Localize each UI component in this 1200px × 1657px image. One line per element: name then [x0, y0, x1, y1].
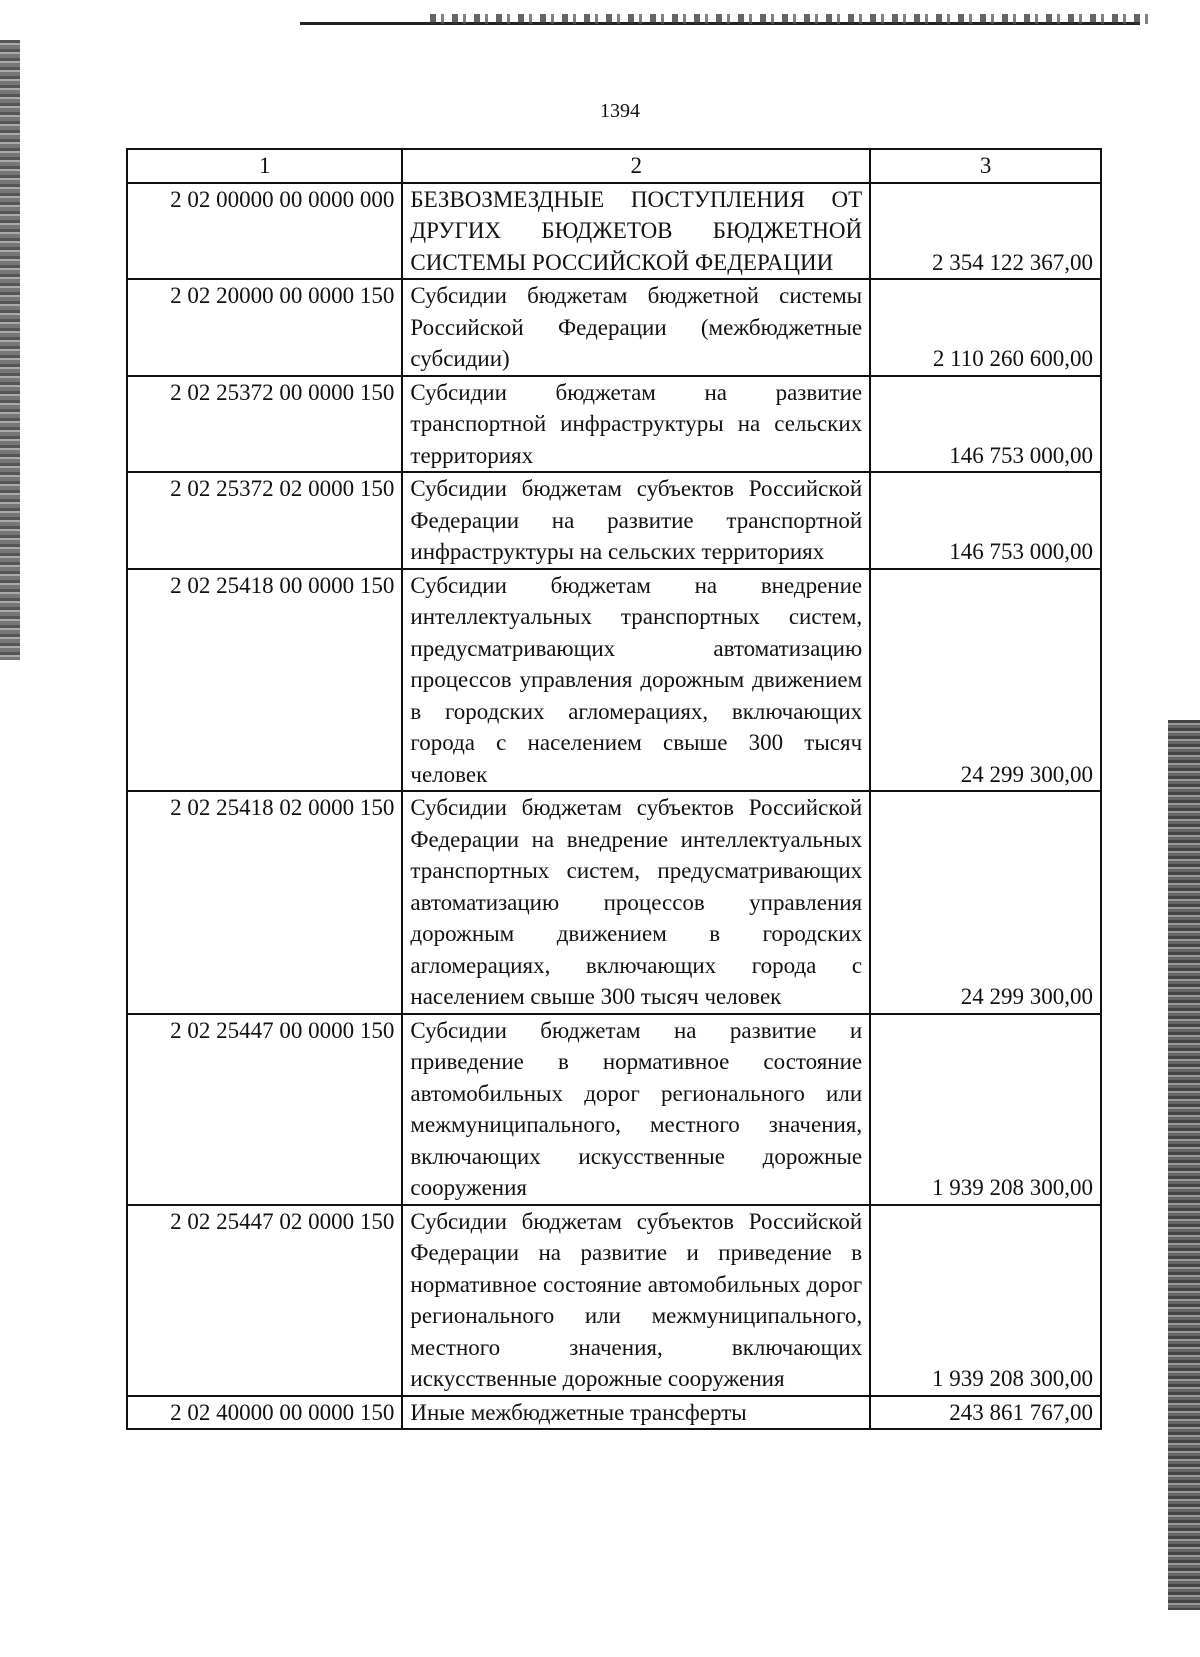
budget-code: 2 02 25447 00 0000 150 [127, 1014, 402, 1205]
budget-code: 2 02 25372 00 0000 150 [127, 376, 402, 473]
page-number: 1394 [600, 100, 640, 122]
budget-code: 2 02 20000 00 0000 150 [127, 279, 402, 376]
income-name: Субсидии бюджетам субъектов Российской Федерации на развитие и приведение в нормативное состояние автомобильных дорог регионального или межмуниципального, местного значения, включающих искусственные дорожные сооружения [402, 1205, 870, 1396]
amount: 2 110 260 600,00 [870, 279, 1101, 376]
income-name: Иные межбюджетные трансферты [402, 1396, 870, 1430]
table-row [127, 569, 1101, 792]
scan-artifact-left-edge [0, 40, 20, 660]
table-row [127, 472, 1101, 569]
amount: 1 939 208 300,00 [870, 1205, 1101, 1396]
income-name: Субсидии бюджетам на развитие транспортной инфраструктуры на сельских территориях [402, 376, 870, 473]
amount: 24 299 300,00 [870, 791, 1101, 1014]
budget-code: 2 02 00000 00 0000 000 [127, 183, 402, 280]
table-row [127, 279, 1101, 376]
budget-table [126, 148, 1102, 1430]
column-header-amount: 3 [870, 149, 1101, 183]
amount: 24 299 300,00 [870, 569, 1101, 792]
budget-code: 2 02 40000 00 0000 150 [127, 1396, 402, 1430]
income-name: Субсидии бюджетам субъектов Российской Федерации на внедрение интеллектуальных транспортных систем, предусматривающих автоматизацию процессов управления дорожным движением в городских агломерациях, включающих города с населением свыше 300 тысяч человек [402, 791, 870, 1014]
table-row [127, 376, 1101, 473]
budget-code: 2 02 25418 00 0000 150 [127, 569, 402, 792]
column-header-code: 1 [127, 149, 402, 183]
income-name: БЕЗВОЗМЕЗДНЫЕ ПОСТУПЛЕНИЯ ОТ ДРУГИХ БЮДЖЕТОВ БЮДЖЕТНОЙ СИСТЕМЫ РОССИЙСКОЙ ФЕДЕРАЦИИ [402, 183, 870, 280]
budget-code: 2 02 25418 02 0000 150 [127, 791, 402, 1014]
income-name: Субсидии бюджетам субъектов Российской Федерации на развитие транспортной инфраструктуры на сельских территориях [402, 472, 870, 569]
table-row [127, 183, 1101, 280]
scan-artifact-right-edge [1168, 720, 1200, 1610]
income-name: Субсидии бюджетам бюджетной системы Российской Федерации (межбюджетные субсидии) [402, 279, 870, 376]
amount: 146 753 000,00 [870, 376, 1101, 473]
amount: 1 939 208 300,00 [870, 1014, 1101, 1205]
budget-code: 2 02 25447 02 0000 150 [127, 1205, 402, 1396]
table-header-row [127, 149, 1101, 183]
table-row [127, 1205, 1101, 1396]
table-row [127, 1396, 1101, 1430]
amount: 146 753 000,00 [870, 472, 1101, 569]
column-header-name: 2 [402, 149, 870, 183]
scan-artifact-top-noise [430, 14, 1150, 24]
amount: 2 354 122 367,00 [870, 183, 1101, 280]
table-row [127, 791, 1101, 1014]
amount: 243 861 767,00 [870, 1396, 1101, 1430]
budget-code: 2 02 25372 02 0000 150 [127, 472, 402, 569]
income-name: Субсидии бюджетам на внедрение интеллектуальных транспортных систем, предусматривающих автоматизацию процессов управления дорожным движением в городских агломерациях, включающих города с населением свыше 300 тысяч человек [402, 569, 870, 792]
table-row [127, 1014, 1101, 1205]
income-name: Субсидии бюджетам на развитие и приведение в нормативное состояние автомобильных дорог регионального или межмуниципального, местного значения, включающих искусственные дорожные сооружения [402, 1014, 870, 1205]
